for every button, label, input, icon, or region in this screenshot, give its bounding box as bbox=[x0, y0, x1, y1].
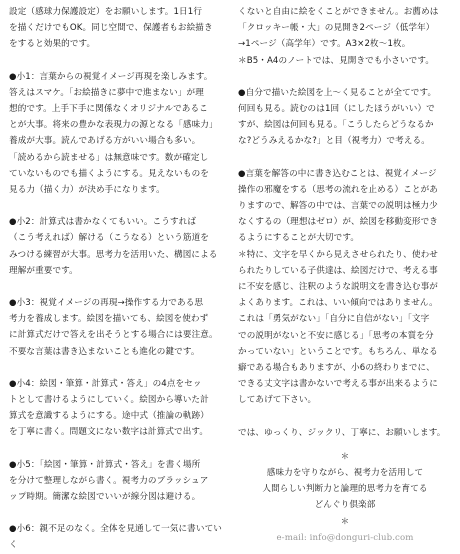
star-divider-top: ＊ bbox=[340, 451, 350, 462]
motto-line-2: 人間らしい判断力と論理的思考力を育てる bbox=[262, 484, 428, 495]
intro-paragraph: 設定（感球力保護設定）をお願いします。1日1行 を描くだけでもOK。同じ空間で、保護者もお絵描き をすると効果的です。 bbox=[9, 7, 213, 50]
look-at-drawing-paragraph: ●自分で描いた絵図を上～く見ることが全てです。 何回も見る。読むのは1回（にしたほうがいい）で すが、絵図は何回も見る。「こうしたらどうなるか な?どうみえるかな?」と目（視考力）で考える。 bbox=[238, 87, 437, 147]
grade2-section: ●小2：計算式は書かなくてもいい。こうすれば （こう考えれば）解ける（こうなる）という筋道を みつける練習が大事。思考力を活用いた、構図による 理解が重要です。 bbox=[9, 217, 218, 276]
notebook-paragraph: くないと自由に絵をくことができません。お薦めは 「クロッキー帳・大」の見開き2ページ（低学年） →1ページ（高学年）です。A3×2枚～1枚。 ＊B5・A4のノートでは、見開きでも小さいです。 bbox=[238, 7, 439, 66]
grade6-section: ●小6：親不足のなく。全体を見通して一気に書いていく bbox=[9, 524, 222, 551]
motto-line-1: 感味力を守りながら、視考力を活用して bbox=[266, 468, 424, 479]
closing-line: では、ゆっくり、ジックリ、丁寧に、お願いします。 bbox=[238, 427, 446, 438]
organization-name: どんぐり倶楽部 bbox=[314, 500, 376, 511]
grade3-section: ●小3：視覚イメージの再現→操作する力である思 考力を養成します。絵図を描いても、絵図を使わず に計算式だけで答えを出そうとする場合には要注意。 不要な言葉は書き込まないことも進化の鍵です。 bbox=[9, 298, 218, 357]
grade4-section: ●小4：絵図・筆算・計算式・答え」の4点をセッ トとして書けるようにしていく。絵図から導いた計 算式を意識するようにする。途中式（推論の軌跡） を丁寧に書く。問題文にない数字は計算式で出す。 bbox=[9, 378, 209, 438]
grade1-section: ●小1：言葉からの視覚イメージ再現を楽しみます。 答えはスマケ。「お絵描きに夢中で進まない」が理 想的です。上手下手に関係なくオリジナルであるこ とが大事。将来の豊かな表現力の源となる「感味力」 養成が大事。読んであげる方がいい場合も多い。 「読めるから読ませる」は無意味です。数が確定し ていないものでも描くようにする。見えないものを 見る力（描く力）が決め手になります。 bbox=[9, 71, 218, 196]
grade5-section: ●小5：「絵図・筆算・計算式・答え」を書く場所 を分けて整理しながら書く。視考力のブラッシュア ップ時期。簡潔な絵図でいいが線分図は避ける。 bbox=[9, 459, 209, 503]
words-in-answer-paragraph: ●言葉を解答の中に書き込むことは、視覚イメージ 操作の邪魔をする（思考の流れを止める）ことがあ りますので、解答の中では、言葉での説明は極力少 なくするの（理想はゼロ）が、絵図を移動変形でき るようにすることが大切です。 ＊特に、文字を早くから見えさせられたり、使わせ られたりしている子供達は、絵図だけで、考える事 に不安を感じ、注釈のような説明文を書き込む事が よくあります。これは、いい傾向ではありません。 これは「勇気がない」「自分に自信がない」「文字 での説明がないと不安に感じる」「思考の本質を分 かっていない」ということです。もちろん、単なる 癖である場合もありますが、小6の終わりまでに、 できる丈文字は書かないで考える事が出来るように してあげて下さい。 bbox=[238, 168, 438, 406]
star-divider-bottom: ＊ bbox=[340, 516, 350, 527]
left-column bbox=[9, 4, 224, 554]
email-footer: e-mail: info@donguri-club.com bbox=[276, 532, 414, 543]
right-column bbox=[238, 4, 452, 546]
